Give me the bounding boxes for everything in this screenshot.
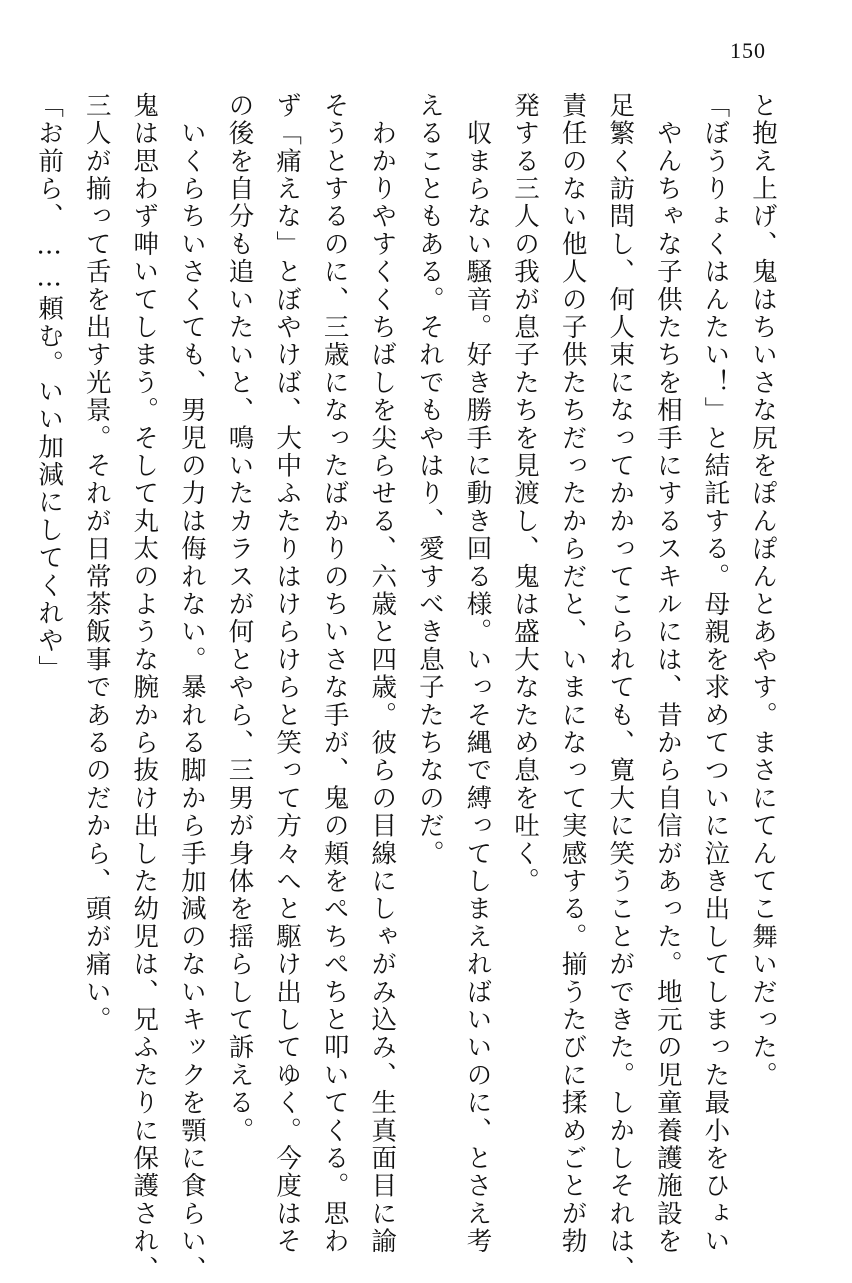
- text-line: ず「痛えな」とぼやけば、大中ふたりはけらけらと笑って方々へと駆け出してゆく。今度はそ: [272, 92, 303, 1256]
- text-line: わかりやすくくちばしを尖らせる、六歳と四歳。彼らの目線にしゃがみ込み、生真面目に諭: [367, 92, 398, 1256]
- text-line: やんちゃな子供たちを相手にするスキルには、昔から自信があった。地元の児童養護施設を: [652, 92, 683, 1256]
- text-line: 「ぼうりょくはんたい！」と結託する。母親を求めてついに泣き出してしまった最小をひょい: [700, 92, 731, 1256]
- page-number: 150: [730, 38, 766, 63]
- body-text: [25, 92, 787, 1283]
- text-line: と抱え上げ、鬼はちいさな尻をぽんぽんとあやす。まさにてんてこ舞いだった。: [748, 92, 778, 1090]
- text-line: いくらちいさくても、男児の力は侮れない。暴れる脚から手加減のないキックを顎に食らい、: [176, 92, 207, 1283]
- text-line: の後を自分も追いたいと、鳴いたカラスが何とやら、三男が身体を揺らして訴える。: [224, 92, 255, 1145]
- text-line: 鬼は思わず呻いてしまう。そして丸太のような腕から抜け出した幼児は、兄ふたりに保護され、: [129, 92, 160, 1283]
- text-line: 「お前ら、……頼む。いい加減にしてくれや」: [34, 92, 65, 683]
- text-line: えることもある。それでもやはり、愛すべき息子たちなのだ。: [414, 92, 445, 868]
- text-line: 足繁く訪問し、何人束になってかかってこられても、寛大に笑うことができた。しかしそれは、: [605, 92, 636, 1283]
- text-line: 責任のない他人の子供たちだったからだと、いまになって実感する。揃うたびに揉めごとが勃: [557, 92, 588, 1256]
- text-line: 発する三人の我が息子たちを見渡し、鬼は盛大なため息を吐く。: [510, 92, 541, 896]
- text-line: そうとするのに、三歳になったばかりのちいさな手が、鬼の頬をぺちぺちと叩いてくる。思わ: [319, 92, 350, 1256]
- text-line: 収まらない騒音。好き勝手に動き回る様。いっそ縄で縛ってしまえればいいのに、とさえ考: [462, 92, 493, 1256]
- text-line: 三人が揃って舌を出す光景。それが日常茶飯事であるのだから、頭が痛い。: [81, 92, 112, 1034]
